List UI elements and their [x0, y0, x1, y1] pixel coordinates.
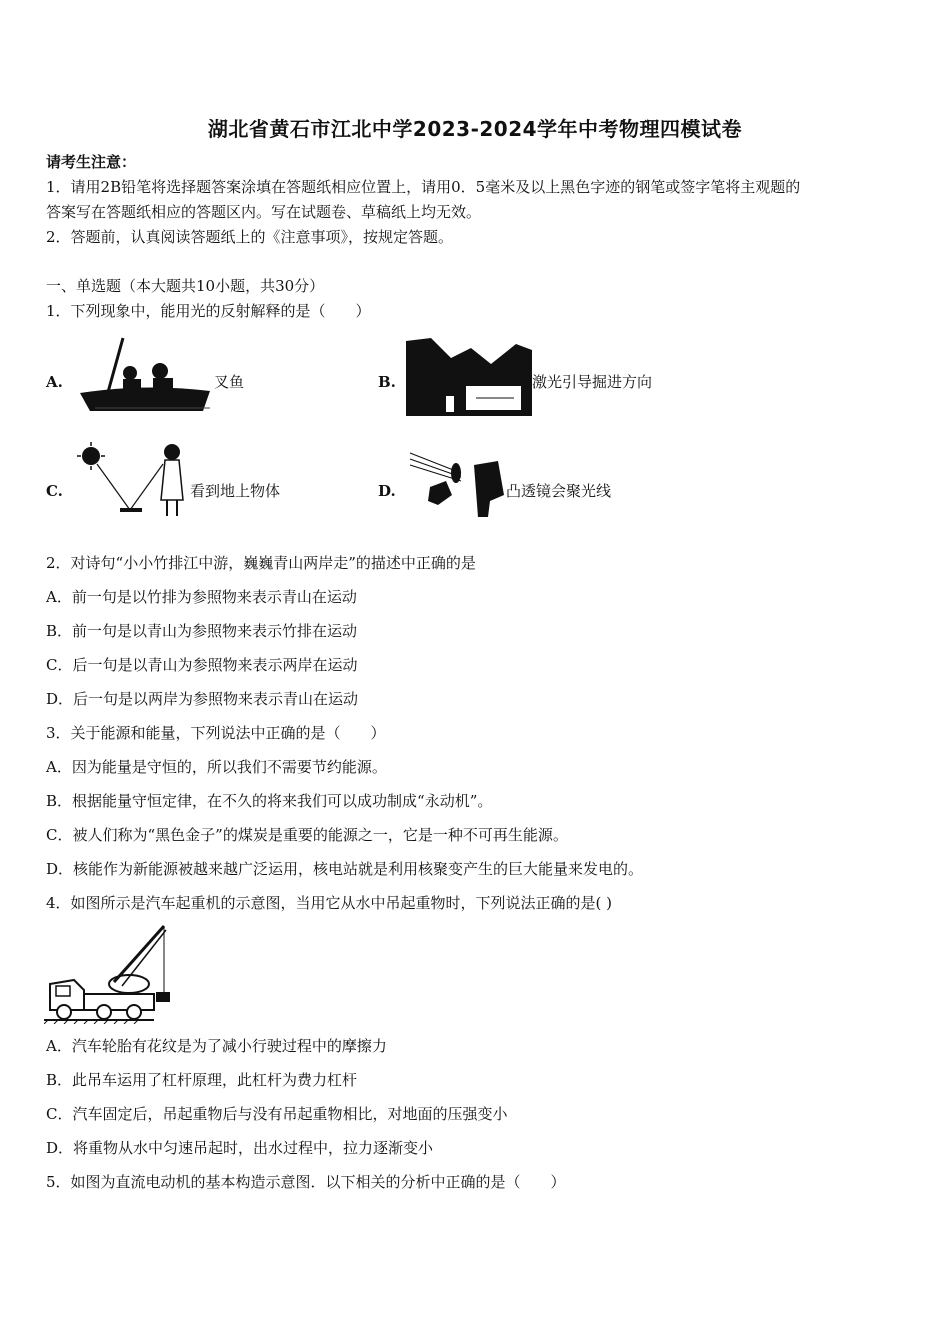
q1-option-b-text: 激光引导掘进方向: [532, 373, 653, 391]
notice-line-2: 2．答题前，认真阅读答题纸上的《注意事项》，按规定答题。: [46, 228, 454, 246]
q2-option-d: D．后一句是以两岸为参照物来表示青山在运动: [46, 690, 359, 708]
notice-heading: 请考生注意：: [46, 153, 137, 171]
notice-line-1b: 答案写在答题纸相应的答题区内。写在试题卷、草稿纸上均无效。: [46, 203, 482, 221]
notice-line-1a: 1．请用2B铅笔将选择题答案涂填在答题纸相应位置上，请用0．5毫米及以上黑色字迹的钢笔或签字笔将主观题的: [46, 178, 801, 196]
q2-option-b: B．前一句是以青山为参照物来表示竹排在运动: [46, 622, 358, 640]
q3-option-c: C．被人们称为“黑色金子”的煤炭是重要的能源之一，它是一种不可再生能源。: [46, 826, 568, 844]
q1-option-a-text: 叉鱼: [214, 373, 245, 391]
fishing-boat-figure: [75, 333, 215, 415]
q4-option-d: D．将重物从水中匀速吊起时，出水过程中，拉力逐渐变小: [46, 1139, 434, 1157]
q2-option-c: C．后一句是以青山为参照物来表示两岸在运动: [46, 656, 358, 674]
q3-option-a: A．因为能量是守恒的，所以我们不需要节约能源。: [46, 758, 387, 776]
question-1-stem: 1．下列现象中，能用光的反射解释的是（ ）: [46, 302, 371, 320]
tunnel-laser-figure: [406, 336, 532, 416]
q3-option-b: B．根据能量守恒定律，在不久的将来我们可以成功制成“永动机”。: [46, 792, 493, 810]
q1-option-b-letter: B.: [378, 373, 396, 391]
q2-option-a: A．前一句是以竹排为参照物来表示青山在运动: [46, 588, 357, 606]
q3-option-d: D．核能作为新能源被越来越广泛运用，核电站就是利用核聚变产生的巨大能量来发电的。: [46, 860, 644, 878]
q1-option-d-letter: D.: [378, 482, 396, 500]
q4-option-b: B．此吊车运用了杠杆原理，此杠杆为费力杠杆: [46, 1071, 358, 1089]
question-5-stem: 5．如图为直流电动机的基本构造示意图．以下相关的分析中正确的是（ ）: [46, 1173, 566, 1191]
q1-option-c-text: 看到地上物体: [190, 482, 281, 500]
question-2-stem: 2．对诗句“小小竹排江中游，巍巍青山两岸走”的描述中正确的是: [46, 554, 476, 572]
q4-option-c: C．汽车固定后，吊起重物后与没有吊起重物相比，对地面的压强变小: [46, 1105, 508, 1123]
question-3-stem: 3．关于能源和能量，下列说法中正确的是（ ）: [46, 724, 386, 742]
q4-option-a: A．汽车轮胎有花纹是为了减小行驶过程中的摩擦力: [46, 1037, 387, 1055]
sun-reflection-figure: [75, 440, 190, 518]
section-heading: 一、单选题（本大题共10小题，共30分）: [46, 277, 325, 295]
question-4-stem: 4．如图所示是汽车起重机的示意图，当用它从水中吊起重物时，下列说法正确的是( ): [46, 894, 613, 912]
page-title: 湖北省黄石市江北中学2023-2024学年中考物理四模试卷: [207, 117, 743, 141]
q1-option-c-letter: C.: [46, 482, 63, 500]
q1-option-d-text: 凸透镜会聚光线: [506, 482, 612, 500]
lens-focus-figure: [406, 443, 506, 519]
q1-option-a-letter: A.: [46, 373, 63, 391]
crane-truck-figure: [44, 922, 174, 1024]
